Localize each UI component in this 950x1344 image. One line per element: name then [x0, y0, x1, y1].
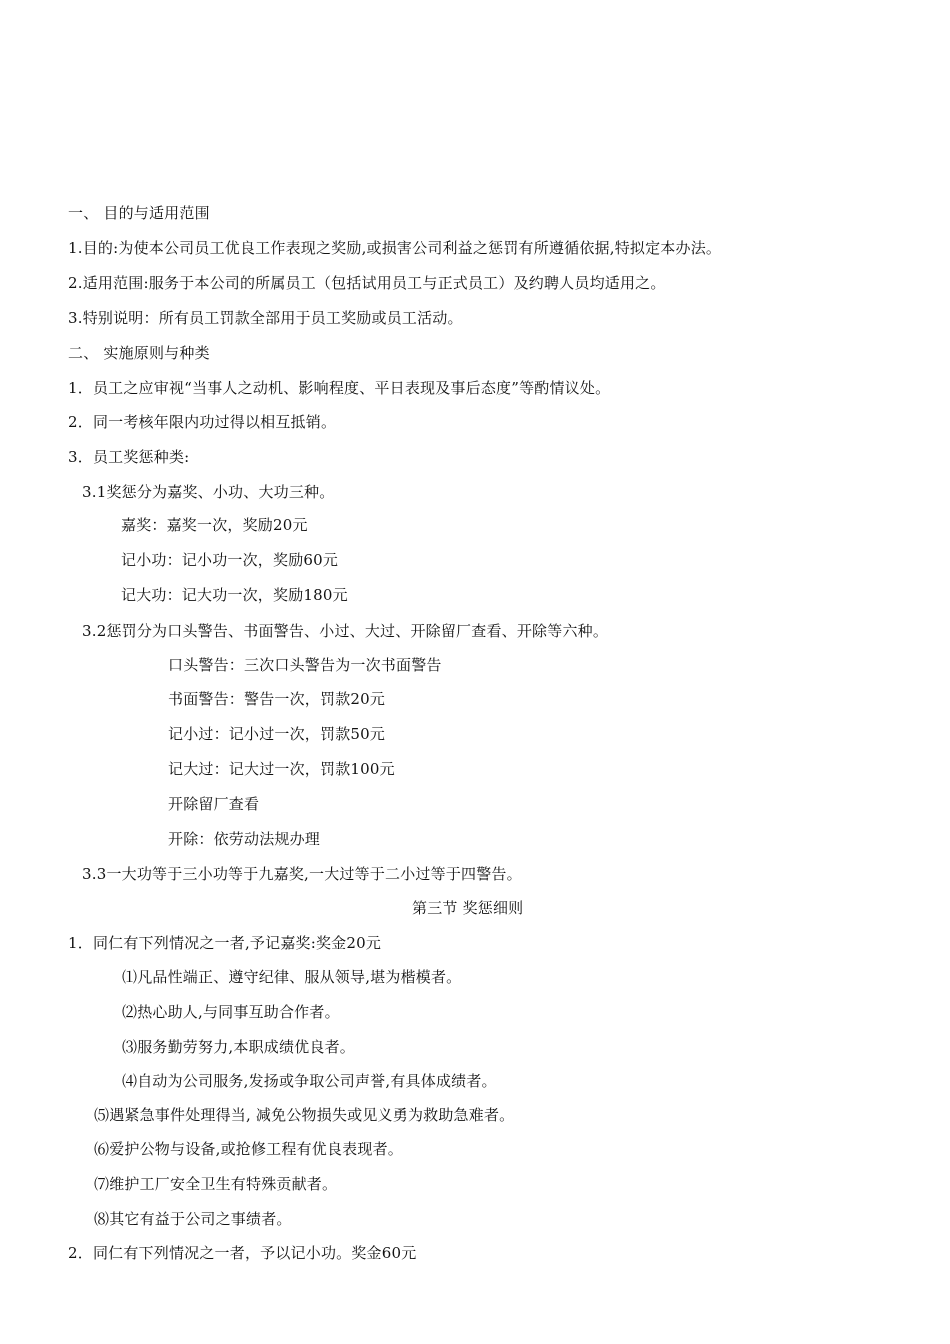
list-item-8: ⑻其它有益于公司之事绩者。 [94, 1210, 292, 1228]
list-item-2: ⑵热心助人,与同事互助合作者。 [122, 1003, 340, 1021]
reward-minor-merit: 记小功：记小功一次，奖励60元 [121, 551, 339, 569]
paragraph-principle-1: 1．员工之应审视“当事人之动机、影响程度、平日表现及事后态度”等酌情议处。 [68, 379, 611, 397]
paragraph-scope: 2.适用范围:服务于本公司的所属员工（包括试用员工与正式员工）及约聘人员均适用之。 [68, 274, 666, 292]
paragraph-principle-3: 3．员工奖惩种类: [68, 448, 190, 466]
reward-major-merit: 记大功：记大功一次，奖励180元 [121, 586, 348, 604]
rule-3-2-penalties: 3.2惩罚分为口头警告、书面警告、小过、大过、开除留厂查看、开除等六种。 [82, 622, 609, 640]
section-heading-rules-detail: 第三节 奖惩细则 [412, 899, 524, 917]
section-heading-purpose-scope: 一、 目的与适用范围 [68, 204, 210, 222]
penalty-written-warning: 书面警告：警告一次，罚款20元 [168, 690, 386, 708]
list-item-6: ⑹爱护公物与设备,或抢修工程有优良表现者。 [94, 1140, 403, 1158]
section-heading-principles: 二、 实施原则与种类 [68, 344, 210, 362]
list-item-1: ⑴凡品性端正、遵守纪律、服从领导,堪为楷模者。 [122, 968, 462, 986]
paragraph-minor-merit-conditions: 2．同仁有下列情况之一者，予以记小功。奖金60元 [68, 1244, 417, 1262]
penalty-dismissal: 开除：依劳动法规办理 [168, 830, 321, 848]
paragraph-special-note: 3.特别说明：所有员工罚款全部用于员工奖励或员工活动。 [68, 309, 463, 327]
list-item-5: ⑸遇紧急事件处理得当, 减免公物损失或见义勇为救助急难者。 [94, 1106, 515, 1124]
penalty-probation: 开除留厂查看 [168, 795, 260, 813]
paragraph-principle-2: 2．同一考核年限内功过得以相互抵销。 [68, 413, 337, 431]
penalty-major-demerit: 记大过：记大过一次，罚款100元 [168, 760, 395, 778]
list-item-7: ⑺维护工厂安全卫生有特殊贡献者。 [94, 1175, 338, 1193]
penalty-minor-demerit: 记小过：记小过一次，罚款50元 [168, 725, 386, 743]
list-item-4: ⑷自动为公司服务,发扬或争取公司声誉,有具体成绩者。 [122, 1072, 497, 1090]
rule-3-1-rewards: 3.1奖惩分为嘉奖、小功、大功三种。 [82, 483, 335, 501]
list-item-3: ⑶服务勤劳努力,本职成绩优良者。 [122, 1038, 355, 1056]
paragraph-commendation-conditions: 1．同仁有下列情况之一者,予记嘉奖:奖金20元 [68, 934, 382, 952]
paragraph-purpose: 1.目的:为使本公司员工优良工作表现之奖励,或损害公司利益之惩罚有所遵循依据,特拟定本办法。 [68, 239, 722, 257]
penalty-verbal-warning: 口头警告：三次口头警告为一次书面警告 [168, 656, 442, 674]
rule-3-3-equivalence: 3.3一大功等于三小功等于九嘉奖,一大过等于二小过等于四警告。 [82, 865, 522, 883]
reward-commendation: 嘉奖：嘉奖一次，奖励20元 [121, 516, 308, 534]
